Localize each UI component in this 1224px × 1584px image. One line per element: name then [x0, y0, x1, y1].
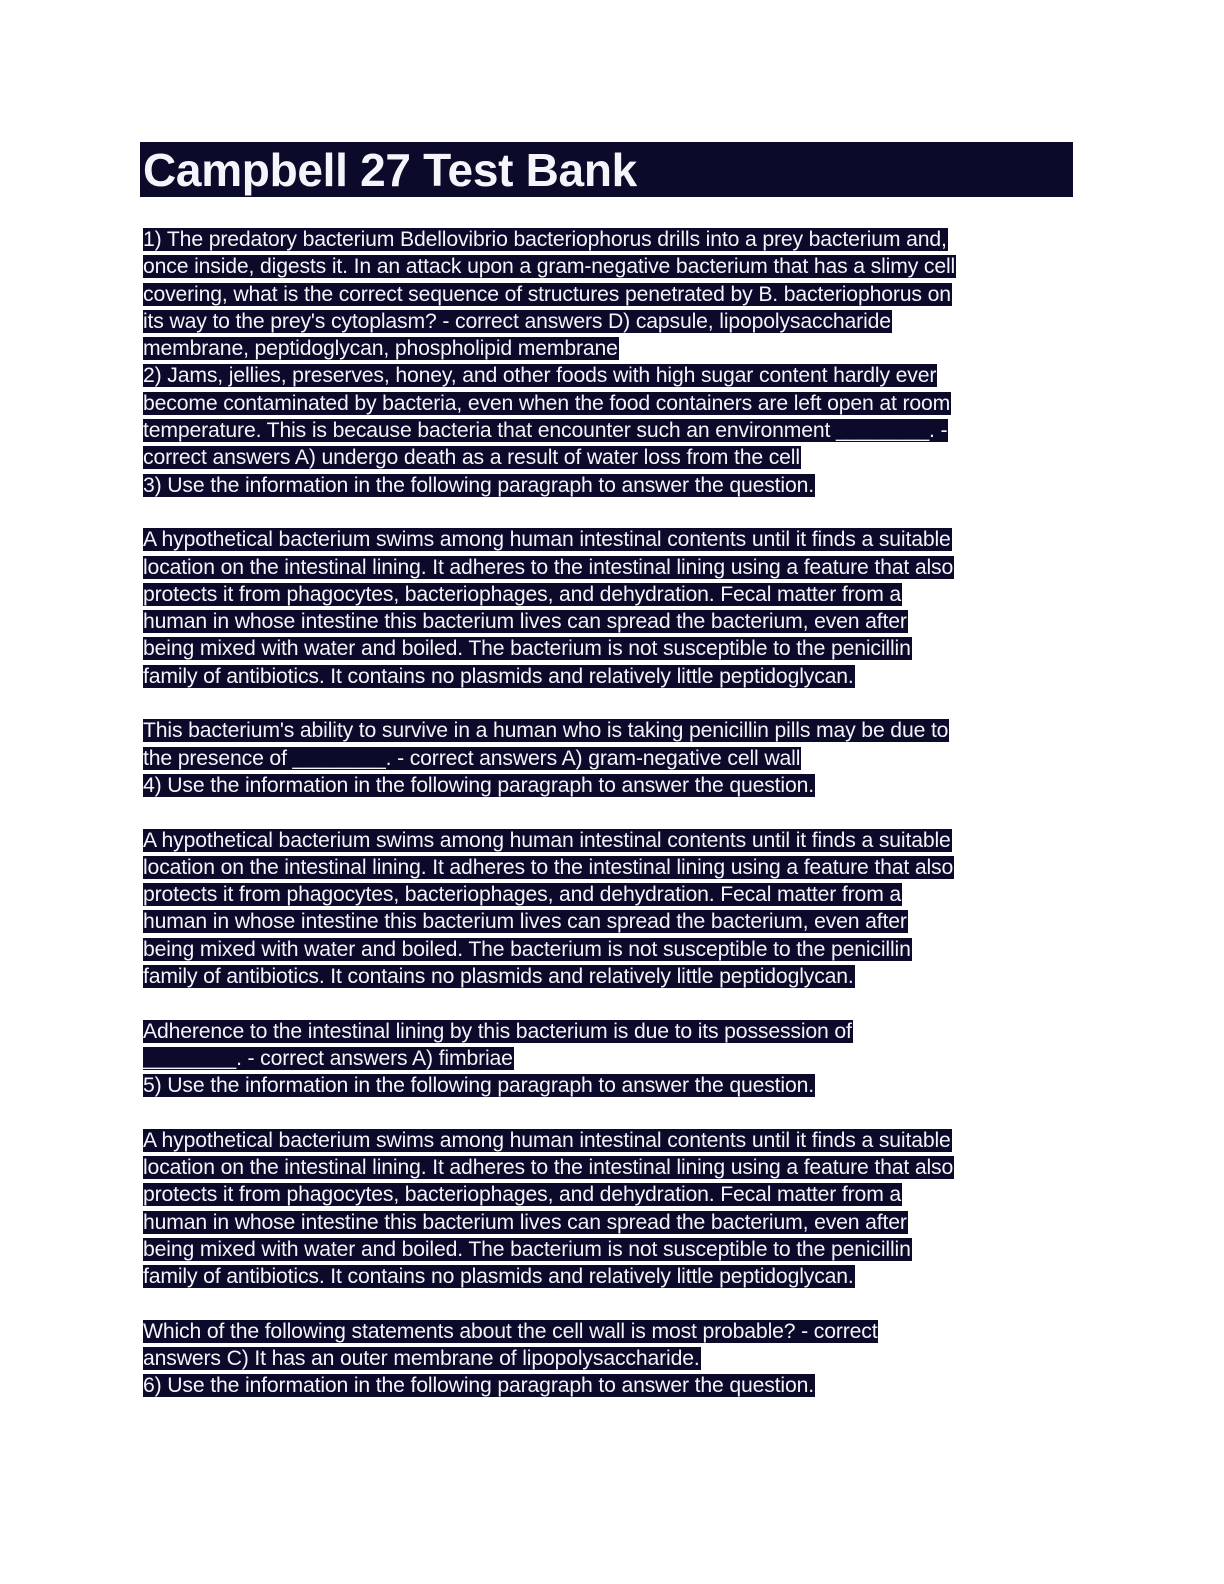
text-line[interactable]	[143, 881, 1083, 908]
text-line[interactable]	[143, 417, 1083, 444]
selected-text[interactable]: become contaminated by bacteria, even when the food containers are left open at room	[143, 391, 951, 415]
selected-text[interactable]: being mixed with water and boiled. The bacterium is not susceptible to the penicillin	[143, 637, 911, 661]
text-line[interactable]	[143, 390, 1083, 417]
text-line[interactable]	[143, 253, 1083, 280]
text-line[interactable]	[143, 1127, 1083, 1154]
selected-text[interactable]: protects it from phagocytes, bacteriophages, and dehydration. Fecal matter from a	[143, 1183, 902, 1207]
selected-text[interactable]: family of antibiotics. It contains no plasmids and relatively little peptidoglycan.	[143, 965, 854, 989]
text-line[interactable]	[143, 827, 1083, 854]
selected-text[interactable]: protects it from phagocytes, bacteriophages, and dehydration. Fecal matter from a	[143, 582, 902, 606]
text-line[interactable]	[143, 281, 1083, 308]
selected-text[interactable]: its way to the prey's cytoplasm? - correct answers D) capsule, lipopolysaccharide	[143, 309, 891, 333]
title-highlight[interactable]	[140, 142, 1073, 197]
text-line[interactable]	[143, 581, 1083, 608]
text-line[interactable]	[143, 717, 1083, 744]
text-line[interactable]	[143, 554, 1083, 581]
blank-line	[143, 799, 1083, 826]
document-title[interactable]: Campbell 27 Test Bank	[143, 144, 637, 196]
selected-text[interactable]: being mixed with water and boiled. The bacterium is not susceptible to the penicillin	[143, 1237, 911, 1261]
text-line[interactable]	[143, 1072, 1083, 1099]
selected-text[interactable]: A hypothetical bacterium swims among human intestinal contents until it finds a suitable	[143, 828, 951, 852]
text-line[interactable]	[143, 635, 1083, 662]
text-line[interactable]	[143, 663, 1083, 690]
selected-text[interactable]: location on the intestinal lining. It adheres to the intestinal lining using a feature that also	[143, 555, 954, 579]
selected-text[interactable]: 3) Use the information in the following paragraph to answer the question.	[143, 473, 814, 497]
text-line[interactable]	[143, 308, 1083, 335]
text-line[interactable]	[143, 444, 1083, 471]
selected-text[interactable]: covering, what is the correct sequence of structures penetrated by B. bacteriophorus on	[143, 282, 951, 306]
selected-text[interactable]: human in whose intestine this bacterium lives can spread the bacterium, even after	[143, 610, 907, 634]
selected-text[interactable]: protects it from phagocytes, bacteriophages, and dehydration. Fecal matter from a	[143, 883, 902, 907]
text-line[interactable]	[143, 472, 1083, 499]
selected-text[interactable]: 6) Use the information in the following paragraph to answer the question.	[143, 1374, 814, 1398]
text-line[interactable]	[143, 1018, 1083, 1045]
selected-text[interactable]: family of antibiotics. It contains no plasmids and relatively little peptidoglycan.	[143, 664, 854, 688]
selected-text[interactable]: A hypothetical bacterium swims among human intestinal contents until it finds a suitable	[143, 528, 951, 552]
text-line[interactable]	[143, 772, 1083, 799]
selected-text[interactable]: ________. - correct answers A) fimbriae	[143, 1046, 513, 1070]
text-line[interactable]	[143, 1372, 1083, 1399]
blank-line	[143, 1100, 1083, 1127]
text-line[interactable]	[143, 908, 1083, 935]
blank-line	[143, 990, 1083, 1017]
text-line[interactable]	[143, 1236, 1083, 1263]
selected-text[interactable]: 1) The predatory bacterium Bdellovibrio bacteriophorus drills into a prey bacterium and,	[143, 228, 947, 251]
selected-text[interactable]: 4) Use the information in the following paragraph to answer the question.	[143, 773, 814, 797]
selected-text[interactable]: 2) Jams, jellies, preserves, honey, and other foods with high sugar content hardly ever	[143, 364, 937, 388]
selected-text[interactable]: human in whose intestine this bacterium lives can spread the bacterium, even after	[143, 1210, 907, 1234]
text-line[interactable]	[143, 936, 1083, 963]
selected-text[interactable]: membrane, peptidoglycan, phospholipid membrane	[143, 337, 618, 361]
text-line[interactable]	[143, 335, 1083, 362]
blank-line	[143, 690, 1083, 717]
selected-text[interactable]: location on the intestinal lining. It adheres to the intestinal lining using a feature that also	[143, 855, 954, 879]
selected-text[interactable]: once inside, digests it. In an attack upon a gram-negative bacterium that has a slimy cell	[143, 255, 956, 279]
selected-text[interactable]: family of antibiotics. It contains no plasmids and relatively little peptidoglycan.	[143, 1265, 854, 1289]
selected-text[interactable]: Adherence to the intestinal lining by this bacterium is due to its possession of	[143, 1019, 852, 1043]
text-line[interactable]	[143, 1209, 1083, 1236]
text-line[interactable]	[143, 1318, 1083, 1345]
selected-text[interactable]: location on the intestinal lining. It adheres to the intestinal lining using a feature that also	[143, 1156, 954, 1180]
selected-text[interactable]: answers C) It has an outer membrane of lipopolysaccharide.	[143, 1347, 700, 1371]
document-body[interactable]	[143, 226, 1083, 1400]
text-line[interactable]	[143, 963, 1083, 990]
selected-text[interactable]: being mixed with water and boiled. The bacterium is not susceptible to the penicillin	[143, 937, 911, 961]
text-line[interactable]	[143, 226, 1083, 253]
text-line[interactable]	[143, 1181, 1083, 1208]
blank-line	[143, 1291, 1083, 1318]
selected-text[interactable]: the presence of ________. - correct answers A) gram-negative cell wall	[143, 746, 801, 770]
text-line[interactable]	[143, 854, 1083, 881]
selected-text[interactable]: correct answers A) undergo death as a result of water loss from the cell	[143, 446, 800, 470]
text-line[interactable]	[143, 745, 1083, 772]
selected-text[interactable]: A hypothetical bacterium swims among human intestinal contents until it finds a suitable	[143, 1128, 951, 1152]
selected-text[interactable]: temperature. This is because bacteria that encounter such an environment ________. -	[143, 419, 948, 443]
text-line[interactable]	[143, 362, 1083, 389]
text-line[interactable]	[143, 526, 1083, 553]
selected-text[interactable]: Which of the following statements about the cell wall is most probable? - correct	[143, 1319, 878, 1343]
selected-text[interactable]: This bacterium's ability to survive in a human who is taking penicillin pills may be due to	[143, 719, 949, 743]
text-line[interactable]	[143, 608, 1083, 635]
text-line[interactable]	[143, 1154, 1083, 1181]
text-line[interactable]	[143, 1345, 1083, 1372]
selected-text[interactable]: human in whose intestine this bacterium lives can spread the bacterium, even after	[143, 910, 907, 934]
text-line[interactable]	[143, 1263, 1083, 1290]
text-line[interactable]	[143, 1045, 1083, 1072]
blank-line	[143, 499, 1083, 526]
selected-text[interactable]: 5) Use the information in the following paragraph to answer the question.	[143, 1074, 814, 1098]
